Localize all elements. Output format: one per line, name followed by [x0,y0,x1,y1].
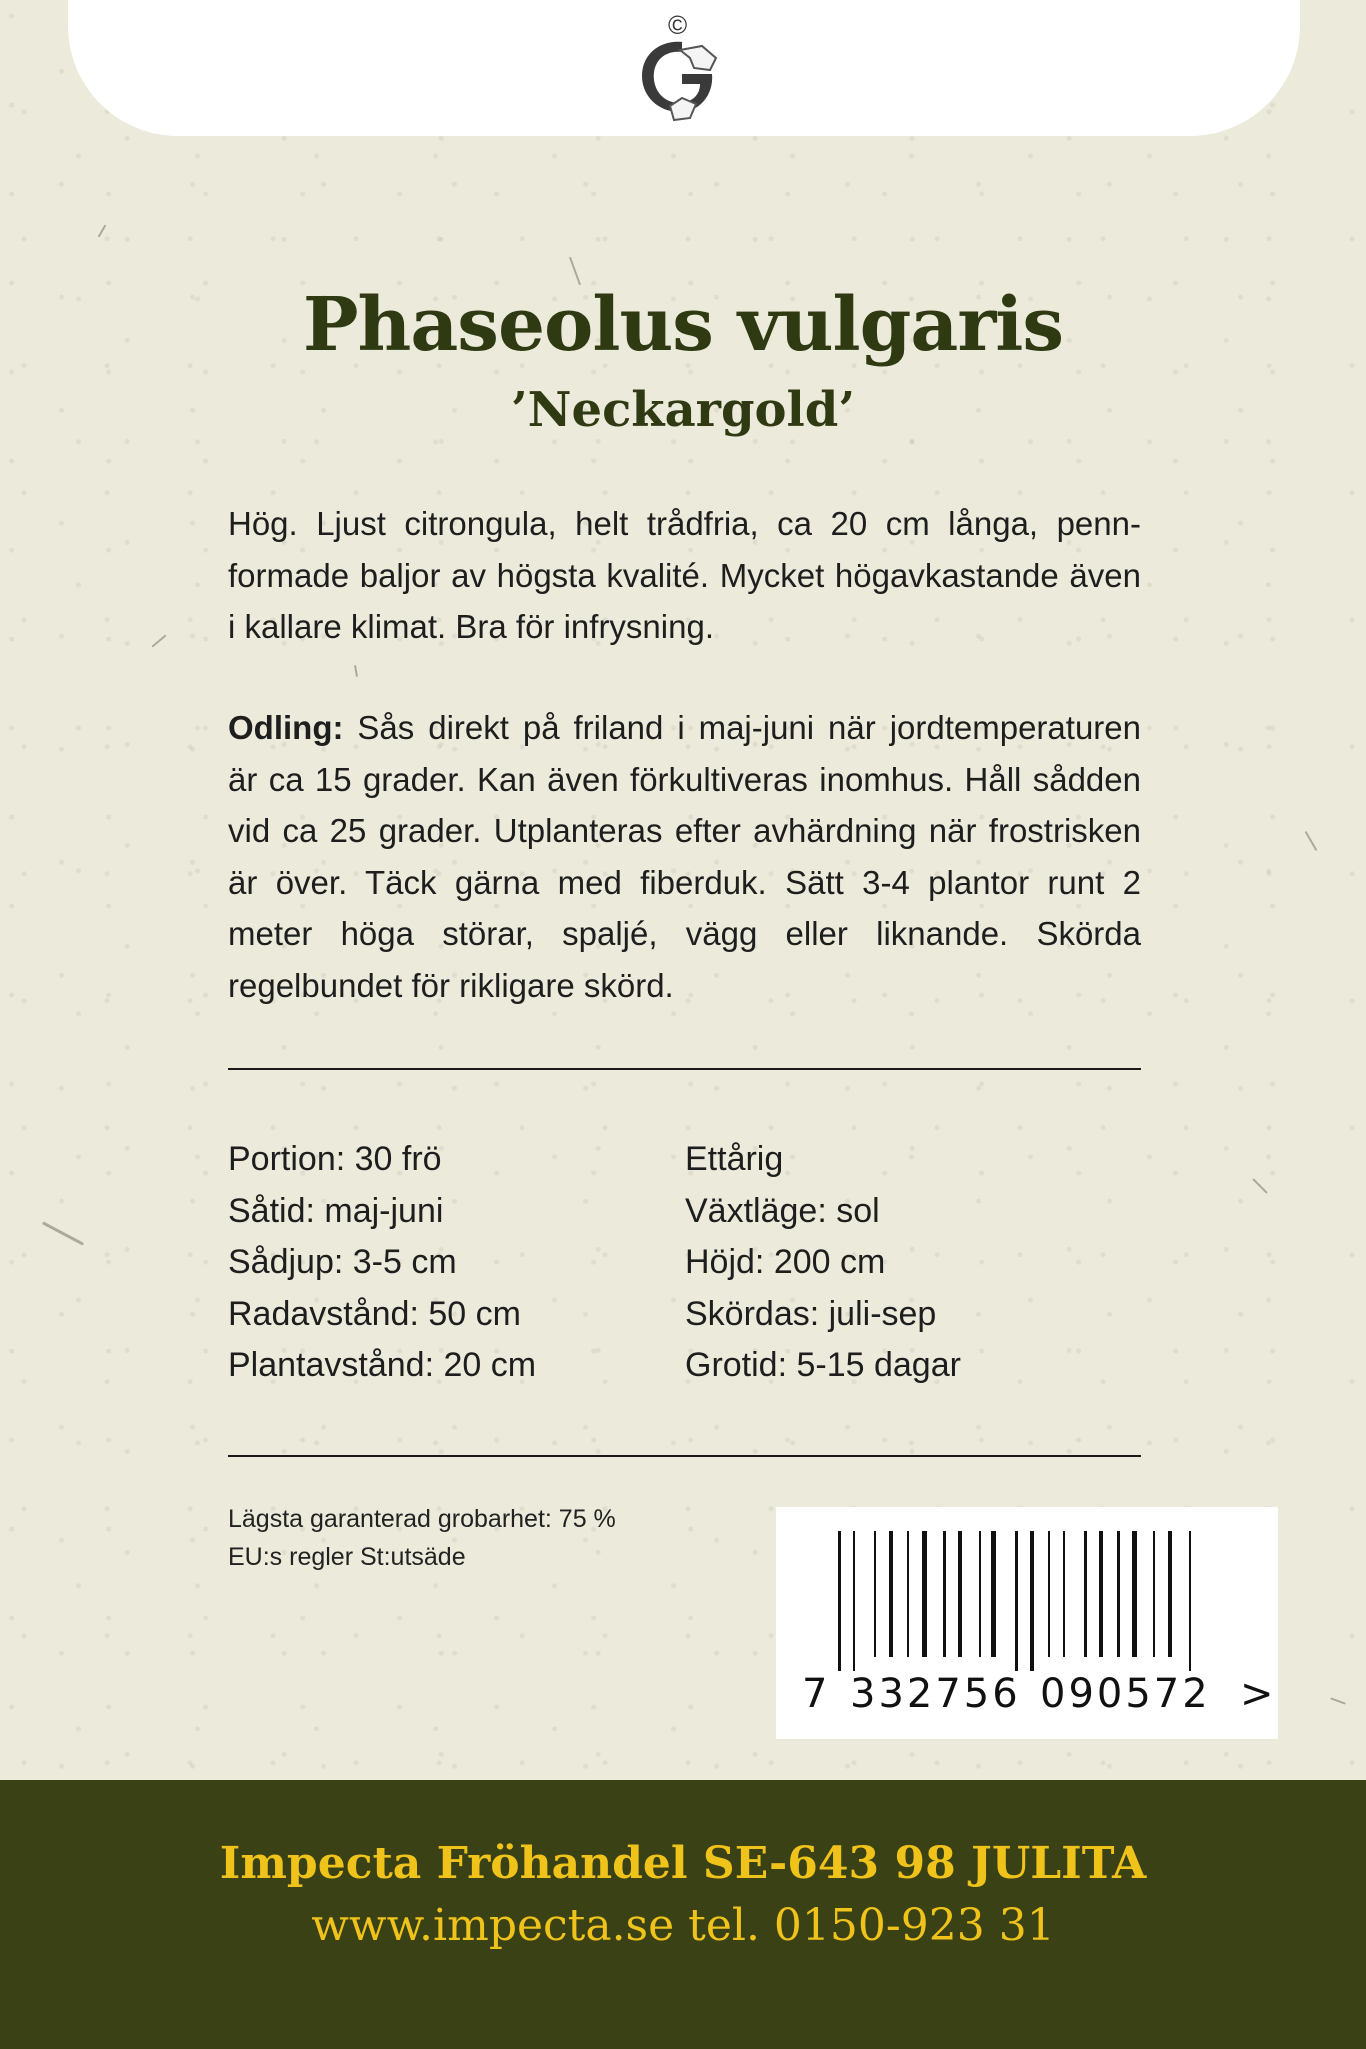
copyright-mark: © [668,10,688,40]
germination-guarantee: Lägsta garanterad grobarhet: 75 % [228,1505,616,1533]
barcode-bar [1189,1531,1191,1671]
spec-plant-spacing: Plantavstånd: 20 cm [228,1346,537,1384]
spec-sowing-depth: Sådjup: 3-5 cm [228,1243,457,1281]
barcode-bar [1084,1531,1087,1657]
product-description: Hög. Ljust citrongula, helt trådfria, ca 20 cm långa, pennformade baljor av högsta kvalité. Mycket högavkastande även i kallare klimat. Bra för infrysning. [228,505,1141,645]
footer [0,1780,1366,2049]
paper-fiber [42,1221,84,1245]
barcode-bar [907,1531,909,1657]
paper-fiber [98,224,107,237]
barcode-bar [1168,1531,1172,1657]
barcode-bar [1015,1531,1018,1671]
spec-location: Växtläge: sol [685,1191,880,1230]
spec-list-left [228,1134,536,1392]
barcode-group-2: 090572 [1040,1671,1211,1717]
spec-portion: Portion: 30 frö [228,1140,442,1178]
barcode-bar [991,1531,996,1657]
seed-rules: EU:s regler St:utsäde [228,1543,466,1571]
cultivation-instructions [228,702,1141,1011]
barcode-bar [943,1531,946,1657]
spec-row-spacing: Radavstånd: 50 cm [228,1294,521,1333]
legal-info [228,1500,616,1576]
cultivation-label: Odling: [228,709,344,746]
barcode-bar [1117,1531,1120,1657]
paper-fiber [151,634,166,647]
barcode-bar [1048,1531,1050,1657]
divider [228,1068,1141,1070]
spec-sowing-time: Såtid: maj-juni [228,1191,444,1230]
barcode-bar [853,1531,855,1671]
barcode-number [802,1671,1272,1717]
divider [228,1455,1141,1457]
paper-fiber [354,665,358,677]
barcode-bar [979,1531,981,1657]
product-title: Phaseolus vulgaris [302,282,1064,368]
barcode-bar [1099,1531,1103,1657]
barcode-arrow: > [1240,1671,1274,1717]
barcode-bar [922,1531,927,1657]
cultivation-text: Sås direkt på friland i maj-juni när jordtemperaturen är ca 15 grader. Kan även förkultiveras inomhus. Håll sådden vid ca 25 grader. Utplanteras efter avhärdning när frostrisken är över. Täck gärna med fiberduk. Sätt 3-4 plantor runt 2 meter höga störar, spaljé, vägg eller liknande. Skörda regelbundet för rikligare skörd. [228,709,1141,1004]
paper-fiber [1252,1178,1268,1194]
barcode-bar [1063,1531,1065,1657]
barcode-bar [874,1531,876,1657]
paper-fiber [1330,1697,1346,1704]
barcode-bar [838,1531,841,1671]
barcode-bar [958,1531,962,1657]
spec-list-right [685,1134,961,1392]
impecta-g-logo-icon [630,10,726,140]
product-variety: ’Neckargold’ [510,382,856,438]
barcode-group-1: 332756 [850,1671,1021,1717]
barcode-bar [1153,1531,1155,1657]
company-contact: www.impecta.se tel. 0150-923 31 [311,1900,1055,1951]
spec-lifecycle: Ettårig [685,1140,784,1178]
barcode-bar [1030,1531,1034,1671]
spec-germination-time: Grotid: 5-15 dagar [685,1346,961,1384]
paper-fiber [1305,831,1318,851]
spec-harvest: Skördas: juli-sep [685,1294,937,1333]
barcode-first-digit: 7 [802,1671,828,1717]
spec-height: Höjd: 200 cm [685,1243,886,1281]
barcode-bar [889,1531,893,1657]
barcode [776,1507,1278,1739]
company-address: Impecta Fröhandel SE-643 98 JULITA [219,1838,1147,1889]
barcode-bars [838,1531,1218,1671]
barcode-bar [1132,1531,1137,1657]
